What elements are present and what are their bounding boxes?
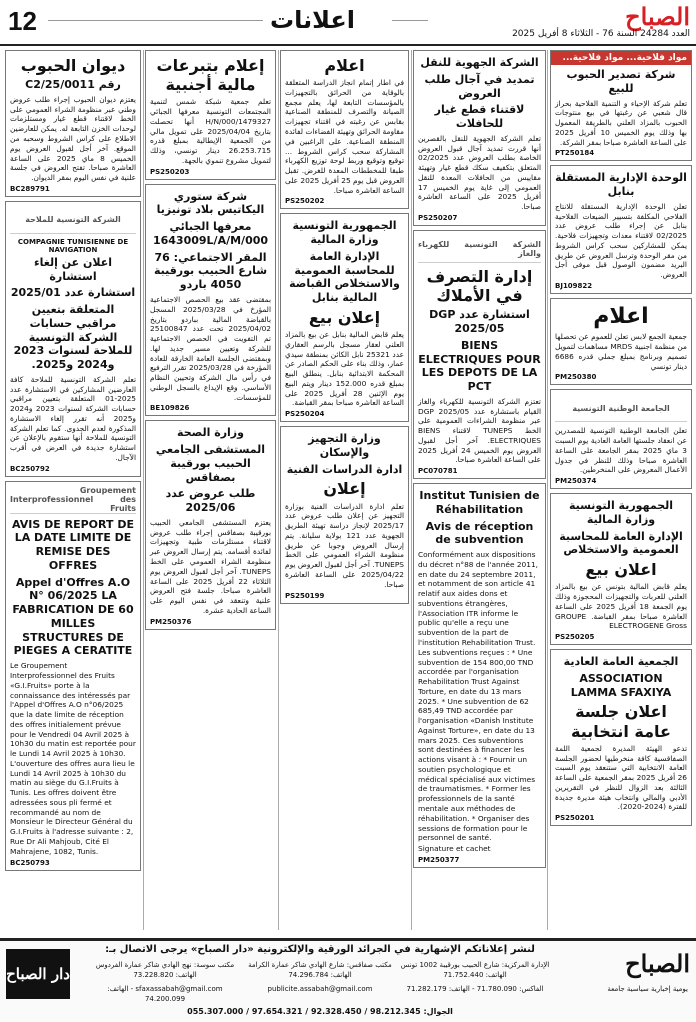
ad-title: إعلام بتبرعات مالية أجنبية (156, 56, 265, 95)
ad-title: اعلام (593, 303, 649, 329)
ad-hospital (145, 420, 276, 629)
ad-subtitle: ASSOCIATION LAMMA SFAXIYA (570, 671, 672, 699)
ad-title: وزارة الصحة (177, 426, 244, 440)
ad-ref: PM250376 (150, 617, 192, 626)
column-divider (143, 50, 144, 930)
ad-body: تعلم ادارة الدراسات الفنية بوزارة التجهيز عن إعلان طلب عروض عدد 2025/17 لإنجاز دراسة تهيئة الطريق الجهوية عدد 121 بولاية سليانة. يتم إرسال العروض وجوبا عن طريق منظومة الشراء العمومي على الخط TUNEPS. آخر أجل لقبول العروض يوم 2025/04/22 على الساعة العاشرة صباحا. (285, 501, 404, 589)
ad-nabeul-unit (550, 165, 692, 294)
ad-ref: BE109826 (150, 404, 190, 413)
ad-subtitle: Avis de réception de subvention (425, 519, 534, 547)
ad-headline: اعلان جلسة عامة انتخابية (571, 702, 671, 741)
ad-body: تعلن الجامعة الوطنية التونسية للمصدرين عن انعقاد جلستها العامة العادية يوم السبت 3 ماي 2025 بمقر الجامعة على الساعة العاشرة صباحا وذلك للنظر في جدول الأعمال المعروض على المنخرطين. (555, 426, 687, 475)
contact-cell: sfaxassabah@gmail.com - الهاتف: 74.200.099 (107, 985, 223, 1003)
ad-headline: المقر الاجتماعي: 76 شارع الحبيب بورقيبة 4050 باردو (153, 250, 268, 292)
ad-body: يعلم قابض المالية بتونس عن بيع بالمزاد العلني للعربات والتجهيزات المحجوزة وذلك يوم الجمعة 18 أفريل 2025 على الساعة العاشرة صباحا بمقر القباضة. GROUPE ELECTROGENE Gross (555, 582, 687, 631)
ad-foreign-donation (145, 50, 276, 180)
ad-french-title: BIENS ELECTRIQUES POUR LES DEPOTS DE LA PCT (418, 338, 541, 393)
ad-subtitle: الإدارة العامة للمحاسبة العمومية والاستخلاص (559, 529, 683, 557)
ad-headline: رقم 25/0011/C2 (25, 78, 121, 92)
ad-transport (413, 50, 546, 226)
ad-title: شركة ستوري اليكاتيس بلاد تونيزيا (156, 189, 265, 217)
contact-email: publicite.assabah@gmail.com (267, 985, 373, 993)
ad-body: يعتزم ديوان الحبوب إجراء طلب عروض وطني عبر منظومة الشراء العمومي على الخط لاقتناء قطع غيار ومستلزمات لوحدات الخزن التابعة له. يمكن للعارضين الاطلاع على كراس الشروط وسحبه من الموقع. آخر أجل لقبول العروض يوم الخميس 8 ماي 2025 على الساعة العاشرة صباحا. تفتح العروض في جلسة علنية في نفس اليوم بمقر الديوان. (10, 94, 136, 183)
ad-title: وزارة التجهيز والإسكان (308, 432, 381, 459)
column-5 (5, 50, 141, 930)
ad-steg (413, 230, 546, 479)
ad-body: تعلن الوحدة الإدارية المستقلة للانتاج الفلاحي المكلفة بتسيير الضيعات الفلاحية بنابل عن إجراء طلب عروض عدد 02/2025 لاقتناء معدات وتجهيزات فلاحية. يمكن للمشاركين سحب كراس الشروط من مقر الوحدة وترسل العروض عن طريق البريد مضمون الوصول قبل موفى أجل العروض. (555, 201, 687, 280)
ad-headline: إعلان (323, 479, 366, 499)
ad-headline: استشارة عدد 2025/01 (10, 286, 136, 300)
ad-body: Le Groupement Interprofessionnel des Fruits «G.I.Fruits» porte à la connaissance des intéressés par l'Appel d'Offres A.O n°06/2025 que la date limite de réception des offres initialement prévue pour le Vendredi 04 Avril 2025 à 10h30 du matin est reportée pour le Lundi 14 Avril 2025 à 10h30. L'ouverture des offres aura lieu le Lundi 14 Avril 2025 à 10h30 du matin au siège du G.I.Fruits à Tunis. Les offres doivent être adressées sous pli fermé et recommandé au nom de Monsieur le Directeur Général du G.I.Fruits à l'adresse suivante : 2, Rue Dr Ali Mahjoub, Cité El Mahrajene, 1082, Tunis. (10, 661, 136, 856)
footer (0, 938, 696, 1022)
column-divider (547, 50, 548, 930)
federation-logo: الجامعة الوطنية التونسية (555, 395, 687, 422)
ad-headline: طلب عروض عدد 2025/06 (165, 487, 256, 515)
ad-ref: PT250184 (555, 149, 595, 158)
ad-ref: BC289791 (10, 184, 50, 193)
column-divider (411, 50, 412, 930)
ad-ctn (5, 201, 141, 477)
ad-ref: BC250792 (10, 464, 50, 473)
ad-equipment (280, 426, 409, 603)
header-rule-right (392, 20, 428, 21)
ad-subtitle: المستشفى الجامعي الحبيب بورقيبة بصفاقس (155, 443, 266, 484)
ad-body: تعتزم الشركة التونسية للكهرباء والغاز القيام باستشارة عدد DGP 2025/05 عبر منظومة الشراءات العمومية على الخط TUNEPS لاقتناء BIENS ELECTRIQUES. آخر أجل لقبول العروض يوم الخميس 24 أفريل 2025 على الساعة العاشرة صباحا. (418, 396, 541, 465)
ad-body: تعلم الشركة الجهوية للنقل بالقصرين أنها قررت تمديد آجال قبول العروض الخاصة بطلب العروض عدد 02/2025 المتعلق بتكفيف سكك قطع غيار وتهيئة مقاييس من الحافلات المعدة للنقل العمومي إلى غاية يوم الخميس 17 أفريل 2025 على الساعة العاشرة صباحا. (418, 133, 542, 212)
ctn-logo-fr: COMPAGNIE TUNISIENNE DE NAVIGATION (17, 237, 129, 254)
ad-subtitle: تمديد في آجال طلب العروض (424, 72, 535, 100)
ad-title: شركة تصدير الحبوب للبيع (566, 68, 676, 95)
ad-ref: BC250793 (10, 858, 50, 867)
ad-ref: PS250201 (555, 814, 595, 823)
ad-headline: اعلان بيع (585, 560, 657, 580)
ad-itr (413, 483, 546, 868)
ad-headline: إعلان بيع (308, 307, 381, 327)
ad-title: الجمعية العامة العادية (563, 655, 679, 669)
footer-headline: لنشر إعلاناتكم الإشهارية في الجرائد الورقية والإلكترونية «دار الصباح» يرجى الاتصال بـ: (105, 944, 535, 955)
ad-ref: PS250202 (285, 197, 325, 206)
footer-small-logo: دار الصباح (6, 949, 70, 999)
ad-ref: BJ109822 (555, 281, 593, 290)
ad-ref: PS250203 (150, 167, 190, 176)
ad-body: يعلم قابض المالية بنابل عن بيع بالمزاد العلني لعقار مسجل بالرسم العقاري عدد 25321 نابل الكائن بمنطقة سيدي عمار، وذلك بناء على الحكم الصادر عن المحكمة الابتدائية بنابل. ينطلق البيع بمبلغ قدره 152.000 دينار ويتم البيع يوم الإثنين 28 أفريل 2025 على الساعة العاشرة صباحا بمقر القباضة. (285, 330, 405, 408)
ad-ref: PM250374 (555, 477, 597, 486)
ad-body: بمقتضى عقد بيع الحصص الاجتماعية المؤرخ في 2025/03/28 المسجل بالقباضة المالية بباردو بتاريخ 2025/04/02 تحت عدد 25100847 تم التفويت في الحصص الاجتماعية للشركة وتعيين مسير جديد لها. وبمقتضى الجلسة العامة الخارقة للعادة المؤرخة في 2025/03/28 تقرر الترفيع في رأس مال الشركة وتحيين النظام الأساسي. وقع الإيداع بالسجل الوطني للمؤسسات. (150, 294, 272, 402)
footer-logo: الصباح (625, 949, 690, 978)
column-3 (280, 50, 409, 930)
ad-sale-finance (550, 493, 692, 645)
ad-subtitle: استشارة عدد DGP 2025/05 (429, 308, 530, 335)
ad-ref: PS250199 (285, 591, 325, 600)
ad-sale-nabeul (280, 213, 409, 422)
ad-grain-office (5, 50, 141, 197)
ad-body: جمعية الجمع لابس تعلن للعموم عن تحصلها من منظمة اجنبية MRDS مساهمات لتمويل تصميم وبرنامج بمبلغ جملي قدره 6686 دينار تونسي (555, 332, 687, 371)
ad-ref: PM250377 (418, 855, 460, 864)
ad-title: AVIS DE REPORT DE LA DATE LIMITE DE REMISE DES OFFRES (12, 517, 134, 572)
contact-cell: مكتب سوسة: نهج الهادي شاكر عمارة الفردوس الهاتف: 73.228.820 (95, 961, 235, 979)
column-divider (278, 50, 279, 930)
footer-contacts-row-2 (90, 985, 550, 1005)
ad-ref: PS250205 (555, 633, 595, 642)
page-number: 12 (8, 6, 37, 36)
ad-subtitle: Appel d'Offres A.O N° 06/2025 LA FABRICATION DE 60 MILLES STRUCTURES DE PIEGES A CERATITE (12, 575, 134, 658)
ad-title: الجمهورية التونسية وزارة المالية (568, 499, 674, 526)
ad-gifruits (5, 481, 141, 871)
ad-body: تعلم شركة الإحياء و التنمية الفلاحية بحراز قال شعبي عن رغبتها في بيع منتوجات الحبوب بالمزاد العلني بالطريقة المعمول بها وذلك يوم الخميس 10 أفريل 2025 على الساعة العاشرة صباحا بمقر الشركة. (555, 98, 687, 147)
gifruits-logo: Groupement Interprofessionnel des Fruits (10, 486, 136, 514)
ad-federation (550, 389, 692, 489)
ad-headline: إدارة التصرف في الأملاك (426, 266, 533, 306)
ad-subtitle: ادارة الدراسات الفنية (286, 462, 403, 476)
ad-body: تدعو الهيئة المديرة لجمعية اللمة الصفاقسية كافة منخرطيها لحضور الجلسة العامة الانتخابية التي ستنعقد يوم السبت 26 أفريل 2025 بمقر الجمعية على الساعة الثالثة بعد الزوال للنظر في التقريرين الأدبي والمالي وانتخاب هيئة مديرة جديدة للفترة (2024-2020). (555, 743, 687, 812)
contact-cell: الفاكس: 71.780.090 - الهاتف: 71.282.179 (406, 985, 544, 993)
column-2 (413, 50, 546, 930)
contact-cell: مكتب صفاقس: شارع الهادي شاكر عمارة الكرامة الهاتف: 74.296.784 (248, 961, 392, 979)
ad-title: Institut Tunisien de Réhabilitation (419, 489, 540, 516)
ad-title: الشركة الجهوية للنقل (420, 56, 539, 69)
ad-title: الجمهورية التونسية وزارة المالية (292, 219, 397, 247)
contact-cell: الإدارة المركزية: شارع الحبيب بورقيبة 1002 تونس الهاتف: 71.752.440 (400, 961, 550, 979)
ad-ref: PM250380 (555, 373, 597, 382)
column-1 (550, 50, 692, 930)
steg-logo: الشركة التونسية للكهرباء والغاز (418, 236, 541, 263)
section-title: اعلانات (270, 6, 355, 34)
ad-body: تعلم جمعية شبكة شمس لتنمية المجتمعات التونسية معرفها الجبائي 1479327/H/N/000 أنها تحصلت بتاريخ 2025/04/04 على تمويل مالي من الجمعية الإيطالية بمبلغ قدره 26.253.715 دينار تونسي، وذلك لتمويل مشروع تنموي بالجهة. (150, 97, 271, 165)
ad-title: اعلان عن إلغاء استشارة (34, 255, 112, 283)
ad-ref: PS250204 (285, 410, 325, 419)
ad-fire-safety (280, 50, 409, 209)
issue-line: العدد 24284 السنة 76 - الثلاثاء 8 أفريل 2025 (512, 29, 690, 39)
ad-body: في اطار إتمام انجاز الدراسة المتعلقة بالوقاية من الحرائق بالتجهيزات بالمؤسسات التابعة لها، يعلم مجمع الصيانة والتصرف للمنطقة الصناعية بقابس عن رغبته في اقتناء تجهيزات مقاومة الحرائق وتهيئة الفضاءات لفائدة المنطقة الصناعية. على الراغبين في المشاركة سحب كراس الشروط ... توقيع وتوقيع وربط لوحة توزيع الكهرباء طبقا للمخططات المعدة للغرض. تقبل العروض قبل يوم 25 أفريل 2025 على الساعة العاشرة صباحا. (285, 78, 404, 195)
ad-subtitle: المتعلقة بتعيين مراقبي حسابات الشركة التونسية للملاحة لسنوات 2023 و2024 و2025. (13, 303, 133, 372)
ad-signature: Signature et cachet (418, 844, 491, 854)
ad-grain-sale (550, 50, 692, 161)
newspaper-logo: الصباح (625, 2, 690, 31)
ad-headline: لاقتناء قطع غيار للحافلات (434, 103, 525, 130)
ad-notice (550, 298, 692, 385)
ad-ref: PC070781 (418, 467, 458, 476)
ad-ref: PS250207 (418, 213, 458, 222)
footer-tagline: يومية إخبارية سياسية جامعة (607, 985, 688, 993)
ad-title: اعلام (324, 56, 365, 75)
ad-assembly (550, 649, 692, 826)
footer-contacts-row-1 (90, 961, 550, 981)
ad-subtitle: معرفها الجبائي 1643009L/A/M/000 (152, 220, 269, 247)
ad-title: ديوان الحبوب (20, 56, 126, 75)
ad-company-notice (145, 184, 276, 417)
ad-body: تعلم الشركة التونسية للملاحة كافة العارضين المشاركين في الاستشارة عدد 2025-01 المتعلقة بتعيين مراقبي حسابات الشركة لسنوات 2023 و2024 و2025 أنه تقرر إلغاء الاستشارة المذكورة لعدم الجدوى. كما تعلم الشركة التونسية للملاحة أنها ستقوم بالإعلان عن استشارة جديدة في العرض في أقرب الآجال. (10, 374, 136, 462)
page-header (0, 0, 696, 46)
ad-body: يعتزم المستشفى الجامعي الحبيب بورقيبة بصفاقس إجراء طلب عروض لاقتناء مستلزمات طبية وتجهيزات لفائدة أقسامه. يتم إرسال العروض عبر منظومة الشراء العمومي على الخط TUNEPS. آخر أجل لقبول العروض يوم الثلاثاء 22 أفريل 2025 على الساعة العاشرة صباحا. جلسة فتح العروض علنية وتنعقد في نفس اليوم على الساعة الحادية عشرة. (150, 517, 271, 615)
ctn-logo: الشركة التونسية للملاحة (10, 207, 136, 234)
column-4 (145, 50, 276, 930)
footer-mobile: الجوال: 98.212.345 / 92.328.450 / 97.654.321 / 055.307.000 (187, 1007, 453, 1016)
category-bar: مواد فلاحية... مواد فلاحية... (551, 51, 691, 65)
header-rule (48, 20, 263, 21)
ad-subtitle: الإدارة العامة للمحاسبة العمومية والاستخلاص القباضة المالية بنابل (289, 249, 400, 305)
ad-body: Conformément aux dispositions du décret n°88 de l'année 2011, en date du 24 septembre 2011, et notamment de son article 41 relatif aux aides dons et subventions étrangères, l'Association ITR informe le public qu'elle a reçu une subvention de la part de l'institution Rehabilitation Trust. Les subventions reçues : * Une subvention de 154 800,00 TND accordée par l'organisation Rehabilitation Trust Against Torture, en date du 13 mars 2025. * Une subvention de 62 685,49 TND accordée par l'organisation «Danish Institute Against Torture», en date du 13 mars 2025. Ces subventions sont destinées à financer les actions visant à : * Fournir un soutien psychologique et médical spécialisé aux victimes de traumatismes. * Former les professionnels de la santé mentale aux méthodes de réhabilitation. * Organiser des sessions de formation pour le personnel de santé. (418, 550, 539, 843)
ad-title: الوحدة الإدارية المستقلة بنابل (555, 171, 687, 199)
masthead (432, 2, 690, 40)
